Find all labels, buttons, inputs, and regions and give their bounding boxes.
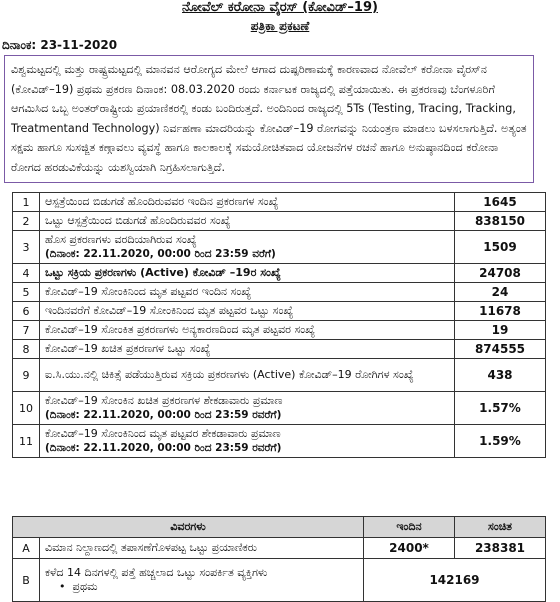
row-label-cell [40,283,455,302]
header-today: ಇಂದಿನ [364,517,455,538]
row-label: ಕೋವಿಡ್–19 ಸೋಂಕಿನಿಂದ ಮೃತ ಪಟ್ಟವರ ಇಂದಿನ ಸಂಖ್ಯೆ [45,285,252,298]
row-label-cell [40,212,455,231]
row-value: 438 [455,359,546,392]
page-subtitle: ಪತ್ರಿಕಾ ಪ್ರಕಟಣೆ [250,19,310,33]
row-label: ಕೋವಿಡ್–19 ಖಚಿತ ಪ್ರಕರಣಗಳ ಒಟ್ಟು ಸಂಖ್ಯೆ [45,342,211,355]
row-value: 1.59% [455,425,546,458]
row-label: ಕೋವಿಡ್–19 ಸೋಂಕಿತ ಪ್ರಕರಣಗಳು ಅನ್ಯಕಾರಣದಿಂದ ಮೃತ ಪಟ್ಟವರ ಸಂಖ್ಯೆ [45,323,316,336]
row-number: 5 [13,283,40,302]
row-label: ಆಸ್ಪತ್ರೆಯಿಂದ ಬಿಡುಗಡೆ ಹೊಂದಿರುವವರ ಇಂದಿನ ಪ್ರಕರಣಗಳ ಸಂಖ್ಯೆ [45,195,279,208]
row-label: ಇಂದಿನವರೆಗೆ ಕೋವಿಡ್–19 ಸೋಂಕಿನಿಂದ ಮೃತ ಪಟ್ಟವರ ಒಟ್ಟು ಸಂಖ್ಯೆ [45,304,294,317]
row-sublabel: (ದಿನಾಂಕ: 22.11.2020, 00:00 ರಿಂದ 23:59 ರವರೆಗೆ) [45,442,282,454]
row-number: 8 [13,340,40,359]
row-label-cell [40,359,455,392]
page-title: ನೋವೆಲ್ ಕರೋನಾ ವೈರಸ್ (ಕೋವಿಡ್–19) [182,0,378,15]
row-label: ಕೋವಿಡ್–19 ಸೋಂಕಿನ ಖಚಿತ ಪ್ರಕರಣಗಳ ಶೇಕಡಾವಾರು ಪ್ರಮಾಣ [45,394,283,407]
table-row [13,559,546,602]
row-label: ಐ.ಸಿ.ಯು.ನಲ್ಲಿ ಚಿಕಿತ್ಸೆ ಪಡೆಯುತ್ತಿರುವ ಸಕ್ರಿಯ ಪ್ರಕರಣಗಳು (Active) ಕೋವಿಡ್–19 ರೋಗಿಗಳ ಸಂಖ್ಯೆ [45,368,414,381]
row-value: 1.57% [455,392,546,425]
travel-table-header [13,517,546,538]
table-row [13,340,546,359]
row-value: 11678 [455,302,546,321]
row-number: 10 [13,392,40,425]
row-label-cell [40,302,455,321]
header-cumulative: ಸಂಚಿತ [455,517,546,538]
row-label-cell [40,340,455,359]
bullet-text: ಪ್ರಥಮ [72,580,98,593]
row-value: 1509 [455,231,546,264]
row-value: 838150 [455,212,546,231]
row-label: ಕೋವಿಡ್–19 ಸೋಂಕಿನಿಂದ ಮೃತ ಪಟ್ಟವರ ಶೇಕಡಾವಾರು ಪ್ರಮಾಣ [45,427,281,440]
row-number: 2 [13,212,40,231]
table-row [13,538,546,559]
row-value: 1645 [455,193,546,212]
table-row [13,283,546,302]
header-details: ವಿವರಗಳು [13,517,364,538]
table-row [13,392,546,425]
row-sublabel: (ದಿನಾಂಕ: 22.11.2020, 00:00 ರಿಂದ 23:59 ವರೆಗೆ) [45,248,276,260]
intro-box [4,55,534,183]
row-value: 874555 [455,340,546,359]
row-label-cell [40,392,455,425]
row-number: 11 [13,425,40,458]
intro-paragraph: ವಿಶ್ವಮಟ್ಟದಲ್ಲಿ ಮತ್ತು ರಾಷ್ಟ್ರಮಟ್ಟದಲ್ಲಿ ಮಾನವನ ಆರೋಗ್ಯದ ಮೇಲೆ ಆಗಾದ ದುಷ್ಪರಿಣಾಮಕ್ಕೆ ಕಾರಣವಾದ ನೋವೆಲ್ ಕರೋನಾ ವೈರಸ್‌ನ (ಕೋವಿಡ್–19) ಪ್ರಥಮ ಪ್ರಕರಣ ದಿನಾಂಕ: 08.03.2020 ರಂದು ಕರ್ನಾಟಕ ರಾಜ್ಯದಲ್ಲಿ ಪತ್ತೆಯಾಯಿತು. ಈ ಪ್ರಕರಣವು ಬೆಂಗಳೂರಿಗೆ ಆಗಮಿಸಿದ ಒಬ್ಬ ಅಂತರ್‌ರಾಷ್ಟ್ರೀಯ ಪ್ರಯಾಣಿಕರಲ್ಲಿ ಕಂಡು ಬಂದಿರುತ್ತದೆ. ಅಂದಿನಿಂದ ರಾಜ್ಯದಲ್ಲಿ 5Ts (Testing, Tracing, Tracking, Treatmentand Technology) ನಿರ್ವಹಣಾ ಮಾದರಿಯನ್ನು ಕೋವಿಡ್–19 ರೋಗವನ್ನು ನಿಯಂತ್ರಣ ಮಾಡಲು ಬಳಸಲಾಗುತ್ತಿದೆ. ಅತ್ಯಂತ ಸಕ್ಷಮ ಹಾಗೂ ಸುಸಜ್ಜಿತ ಕಣ್ಗಾವಲು ವ್ಯವಸ್ಥೆ ಹಾಗೂ ಕಾಲಕಾಲಕ್ಕೆ ಸಮಯೋಚಿತವಾದ ಯೋಜನೆಗಳ ರಚನೆ ಹಾಗೂ ಅನುಷ್ಠಾನದಿಂದ ಕರೋನಾ ರೋಗದ ಹರಡುವಿಕೆಯನ್ನು ಯಶಸ್ವಿಯಾಗಿ ನಿಗ್ರಹಿಸಲಾಗುತ್ತಿದೆ. [11,63,527,174]
stats-table [12,192,546,458]
row-value: 24708 [455,264,546,283]
table-row [13,231,546,264]
table-row [13,425,546,458]
row-number: 7 [13,321,40,340]
row-number: 6 [13,302,40,321]
row-value: 24 [455,283,546,302]
row-today-value: 2400* [364,538,455,559]
row-label-cell [40,425,455,458]
table-row [13,193,546,212]
table-row [13,321,546,340]
row-label: ಒಟ್ಟು ಸಕ್ರಿಯ ಪ್ರಕರಣಗಳು (Active) ಕೋವಿಡ್ –19ರ ಸಂಖ್ಯೆ [45,266,281,279]
row-value: 19 [455,321,546,340]
row-letter: B [13,559,40,602]
row-label: ಹೊಸ ಪ್ರಕರಣಗಳು ವರದಿಯಾಗಿರುವ ಸಂಖ್ಯೆ [45,233,197,246]
date-label: ದಿನಾಂಕ: 23-11-2020 [2,38,118,52]
table-row [13,359,546,392]
row-value: 142169 [364,559,546,602]
row-label-cell [40,231,455,264]
travel-table [12,516,546,602]
table-row [13,264,546,283]
row-label-cell [40,559,364,602]
row-cumulative-value: 238381 [455,538,546,559]
row-label: ಒಟ್ಟು ಆಸ್ಪತ್ರೆಯಿಂದ ಬಿಡುಗಡೆ ಹೊಂದಿರುವವರ ಸಂಖ್ಯೆ [45,214,231,227]
table-row [13,302,546,321]
row-number: 1 [13,193,40,212]
row-label-cell [40,193,455,212]
table-row [13,212,546,231]
row-number: 4 [13,264,40,283]
row-label-cell [40,321,455,340]
bullet-item: • ಪ್ರಥಮ [59,580,98,593]
row-sublabel: (ದಿನಾಂಕ: 22.11.2020, 00:00 ರಿಂದ 23:59 ರವರೆಗೆ) [45,409,282,421]
row-letter: A [13,538,40,559]
row-label: ಕಳೆದ 14 ದಿನಗಳಲ್ಲಿ ಪತ್ತೆ ಹಚ್ಚಲಾದ ಒಟ್ಟು ಸಂಪರ್ಕಿತ ವ್ಯಕ್ತಿಗಳು [45,566,268,579]
row-label-cell [40,264,455,283]
row-number: 9 [13,359,40,392]
row-label: ವಿಮಾನ ನಿಲ್ದಾಣದಲ್ಲಿ ತಪಾಸಣೆಗೊಳಪಟ್ಟ ಒಟ್ಟು ಪ್ರಯಾಣಿಕರು [40,538,364,559]
row-number: 3 [13,231,40,264]
